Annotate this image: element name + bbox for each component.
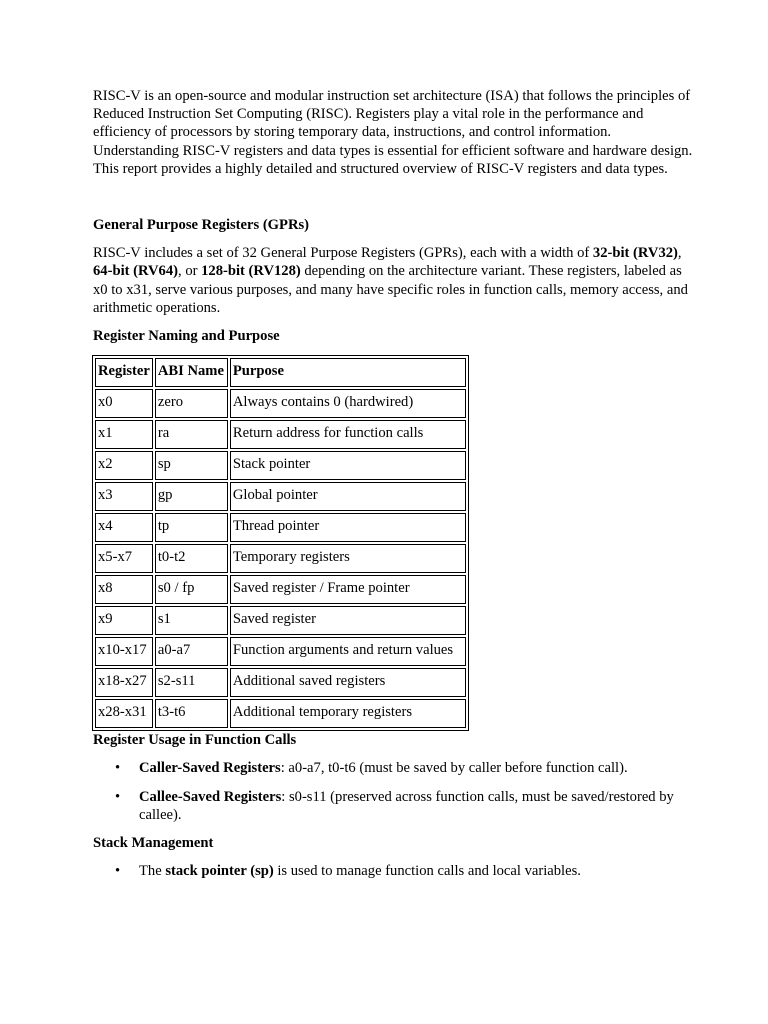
gpr-text-part2: depending on the architecture variant. These registers, labeled as x0 to x31, serve various purposes, and many have specific roles in function calls, memory access, and arithmetic operations. [93,263,688,316]
table-row [95,420,466,449]
gpr-bold-rv64: 64-bit (RV64) [93,263,179,280]
table-cell-abi-name: zero [155,389,228,418]
list-item-text: : a0-a7, t0-t6 (must be saved by caller before function call). [280,760,628,777]
table-row [95,575,466,604]
intro-paragraph: RISC-V is an open-source and modular instruction set architecture (ISA) that follows the principles of Reduced Instruction Set Computing (RISC). Registers play a vital role in the performance and efficiency of processors by storing temporary data, instructions, and control information. Understanding RISC-V registers and data types is essential for efficient software and hardware design. This report provides a highly detailed and structured overview of RISC-V registers and data types. [93,88,693,177]
table-header-row [95,358,466,387]
table-row [95,668,466,697]
table-cell-abi-name: t3-t6 [155,699,228,728]
table-cell-purpose: Saved register / Frame pointer [230,575,466,604]
gpr-sep2: , or [178,263,202,280]
table-cell-register: x10-x17 [95,637,153,666]
table-cell-abi-name: s2-s11 [155,668,228,697]
table-row [95,606,466,635]
table-cell-register: x4 [95,513,153,542]
table-cell-abi-name: sp [155,451,228,480]
list-item [93,788,693,824]
table-cell-purpose: Temporary registers [230,544,466,573]
table-header-register: Register [95,358,153,387]
table-cell-purpose: Additional temporary registers [230,699,466,728]
table-cell-register: x3 [95,482,153,511]
gpr-paragraph [93,244,693,317]
table-header-purpose: Purpose [230,358,466,387]
stack-heading: Stack Management [93,835,214,852]
table-cell-abi-name: ra [155,420,228,449]
list-item-bold: Callee-Saved Registers [139,788,282,805]
gpr-heading: General Purpose Registers (GPRs) [93,217,310,234]
list-item-pre: The [139,863,166,880]
table-cell-abi-name: tp [155,513,228,542]
table-cell-purpose: Thread pointer [230,513,466,542]
table-cell-register: x8 [95,575,153,604]
gpr-bold-rv32: 32-bit (RV32) [592,245,678,262]
table-header-abi-name: ABI Name [155,358,228,387]
table-row [95,513,466,542]
list-item-text: is used to manage function calls and local variables. [273,863,581,880]
table-row [95,637,466,666]
table-cell-abi-name: a0-a7 [155,637,228,666]
document-content [93,87,693,890]
table-cell-abi-name: t0-t2 [155,544,228,573]
list-item-text: : s0-s11 (preserved across function calls, must be saved/restored by callee). [139,788,674,823]
gpr-bold-rv128: 128-bit (RV128) [201,263,301,280]
list-item-bold: Caller-Saved Registers [139,760,281,777]
table-cell-abi-name: s0 / fp [155,575,228,604]
table-cell-purpose: Additional saved registers [230,668,466,697]
table-cell-purpose: Return address for function calls [230,420,466,449]
table-row [95,699,466,728]
table-cell-purpose: Stack pointer [230,451,466,480]
stack-list [93,862,693,880]
table-cell-register: x0 [95,389,153,418]
bullet-icon: • [115,788,121,805]
bullet-icon: • [115,863,121,880]
list-item [93,862,693,880]
usage-list [93,759,693,824]
table-cell-register: x9 [95,606,153,635]
table-cell-register: x18-x27 [95,668,153,697]
table-cell-abi-name: gp [155,482,228,511]
table-cell-register: x1 [95,420,153,449]
register-table [92,355,469,731]
table-cell-register: x5-x7 [95,544,153,573]
list-item-bold: stack pointer (sp) [165,863,274,880]
usage-heading: Register Usage in Function Calls [93,732,297,749]
gpr-sep1: , [677,245,682,262]
table-row [95,482,466,511]
list-item [93,759,693,777]
table-row [95,544,466,573]
table-row [95,451,466,480]
gpr-text-part1: RISC-V includes a set of 32 General Purpose Registers (GPRs), each with a width of [93,245,593,262]
table-cell-purpose: Saved register [230,606,466,635]
naming-heading: Register Naming and Purpose [93,328,280,345]
table-cell-register: x2 [95,451,153,480]
table-row [95,389,466,418]
bullet-icon: • [115,760,121,777]
table-cell-register: x28-x31 [95,699,153,728]
table-cell-purpose: Function arguments and return values [230,637,466,666]
table-cell-abi-name: s1 [155,606,228,635]
table-cell-purpose: Always contains 0 (hardwired) [230,389,466,418]
table-cell-purpose: Global pointer [230,482,466,511]
